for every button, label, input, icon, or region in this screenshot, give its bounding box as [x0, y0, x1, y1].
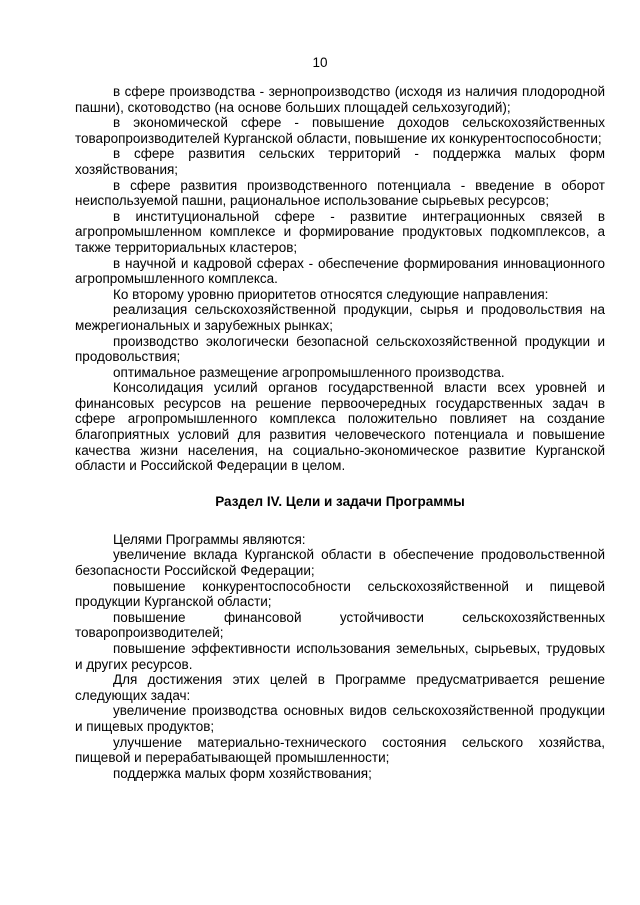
paragraph: в институциональной сфере - развитие интеграционных связей в агропромышленном комплексе и формирование продуктовых подкомплексов, а также территориальных кластеров;	[75, 208, 605, 255]
paragraph: повышение финансовой устойчивости сельскохозяйственных товаропроизводителей;	[75, 609, 605, 641]
page-number: 10	[312, 55, 328, 70]
paragraph: повышение конкурентоспособности сельскохозяйственной и пищевой продукции Курганской области;	[75, 578, 605, 610]
paragraph: Целями Программы являются:	[113, 531, 306, 547]
paragraph: в экономической сфере - повышение доходов сельскохозяйственных товаропроизводителей Курганской области, повышение их конкурентоспособности;	[75, 115, 605, 146]
paragraph: оптимальное размещение агропромышленного производства.	[113, 364, 505, 380]
document-body	[75, 84, 605, 781]
paragraph: поддержка малых форм хозяйствования;	[113, 765, 372, 781]
paragraph: реализация сельскохозяйственной продукции, сырья и продовольствия на межрегиональных и зарубежных рынках;	[75, 302, 605, 333]
paragraph: в сфере производства - зернопроизводство (исходя из наличия плодородной пашни), скотоводство (на основе больших площадей сельхозугодий);	[75, 84, 605, 115]
paragraph: производство экологически безопасной сельскохозяйственной продукции и продовольствия;	[75, 333, 605, 365]
section-heading: Раздел IV. Цели и задачи Программы	[215, 493, 465, 509]
paragraph: Для достижения этих целей в Программе предусматривается решение следующих задач:	[75, 672, 605, 703]
paragraph: увеличение вклада Курганской области в обеспечение продовольственной безопасности Российской Федерации;	[75, 547, 605, 579]
paragraph: улучшение материально-технического состояния сельского хозяйства, пищевой и перерабатывающей промышленности;	[75, 734, 605, 766]
paragraph: Консолидация усилий органов государственной власти всех уровней и финансовых ресурсов на решение первоочередных государственных задач в сфере агропромышленного комплекса положительно повлияет на создание благоприятных условий для развития человеческого потенциала и повышение качества жизни населения, на социально-экономическое развитие Курганской области и Российской Федерации в целом.	[75, 380, 605, 474]
paragraph: в сфере развития сельских территорий - поддержка малых форм хозяйствования;	[75, 146, 605, 177]
paragraph: в научной и кадровой сферах - обеспечение формирования инновационного агропромышленного комплекса.	[75, 255, 605, 287]
paragraph: увеличение производства основных видов сельскохозяйственной продукции и пищевых продуктов;	[75, 703, 605, 734]
paragraph: Ко второму уровню приоритетов относятся следующие направления:	[113, 286, 549, 302]
paragraph: повышение эффективности использования земельных, сырьевых, трудовых и других ресурсов.	[75, 641, 605, 672]
paragraph: в сфере развития производственного потенциала - введение в оборот неиспользуемой пашни, рациональное использование сырьевых ресурсов;	[75, 177, 605, 209]
